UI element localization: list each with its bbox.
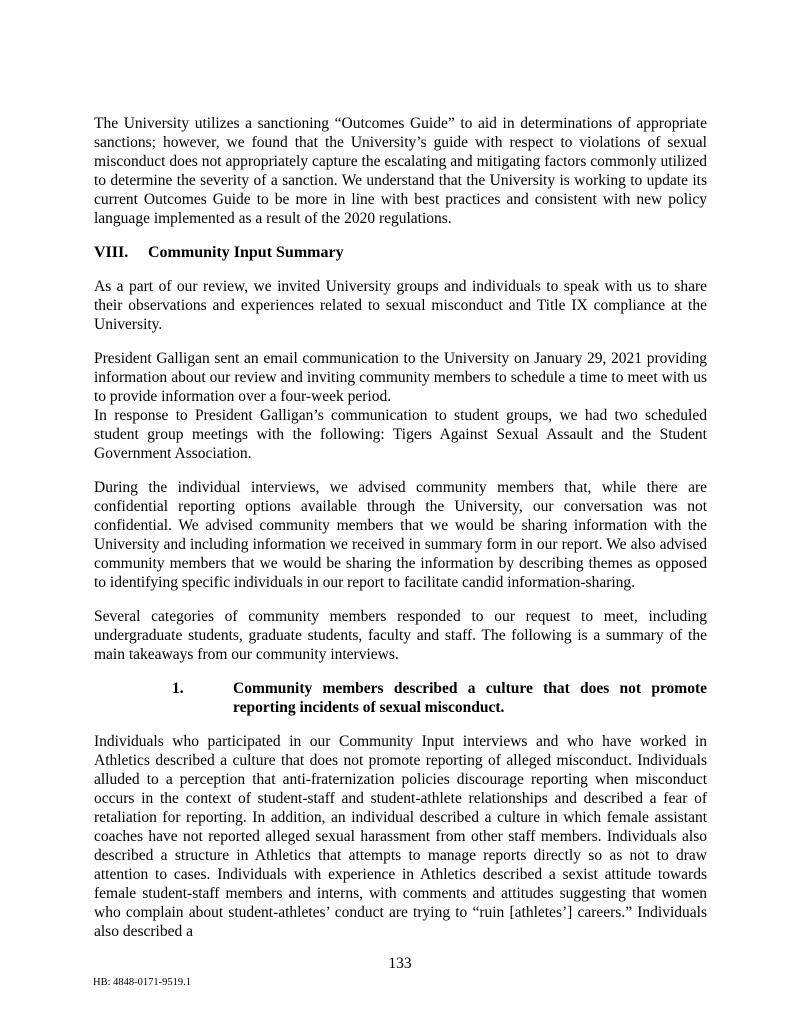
subsection-heading xyxy=(94,679,707,717)
paragraph-review-invitation: As a part of our review, we invited University groups and individuals to speak with us to share their observations and experiences related to sexual misconduct and Title IX compliance at the University. xyxy=(94,278,707,333)
page-content xyxy=(94,114,707,941)
subsection-heading-title: Community members described a culture that does not promote reporting incidents of sexual misconduct. xyxy=(233,680,707,716)
section-heading-number: VIII. xyxy=(94,244,129,261)
section-heading-title: Community Input Summary xyxy=(148,244,344,261)
paragraph-athletics-culture: Individuals who participated in our Community Input interviews and who have worked in Athletics described a culture that does not promote reporting of alleged misconduct. Individuals alluded to a perception that anti-fraternization policies discourage reporting when misconduct occurs in the context of student-staff and student-athlete relationships and described a fear of retaliation for reporting. In addition, an individual described a culture in which female assistant coaches have not reported alleged sexual harassment from other staff members. Individuals also described a structure in Athletics that attempts to manage reports directly so as not to draw attention to cases. Individuals with experience in Athletics described a sexist attitude towards female student-staff members and interns, with comments and attitudes suggesting that women who complain about student-athletes’ conduct are trying to “ruin [athletes’] careers.” Individuals also described a xyxy=(94,733,707,940)
subsection-heading-number: 1. xyxy=(172,680,184,697)
paragraph-student-groups: In response to President Galligan’s communication to student groups, we had two scheduled student group meetings with the following: Tigers Against Sexual Assault and the Student Government Association. xyxy=(94,407,707,462)
paragraph-president-email: President Galligan sent an email communication to the University on January 29, 2021 providing information about our review and inviting community members to schedule a time to meet with us to provide information over a four-week period. xyxy=(94,350,707,405)
paragraph-outcomes-guide: The University utilizes a sanctioning “Outcomes Guide” to aid in determinations of appropriate sanctions; however, we found that the University’s guide with respect to violations of sexual misconduct does not appropriately capture the escalating and mitigating factors commonly utilized to determine the severity of a sanction. We understand that the University is working to update its current Outcomes Guide to be more in line with best practices and consistent with new policy language implemented as a result of the 2020 regulations. xyxy=(94,115,707,227)
section-heading xyxy=(94,243,707,262)
document-id-footer: HB: 4848-0171-9519.1 xyxy=(93,977,191,988)
paragraph-community-categories: Several categories of community members responded to our request to meet, including undergraduate students, graduate students, faculty and staff. The following is a summary of the main takeaways from our community interviews. xyxy=(94,608,707,663)
page-number: 133 xyxy=(388,955,412,972)
paragraph-interview-disclosure: During the individual interviews, we advised community members that, while there are confidential reporting options available through the University, our conversation was not confidential. We advised community members that we would be sharing information with the University and including information we received in summary form in our report. We also advised community members that we would be sharing the information by describing themes as opposed to identifying specific individuals in our report to facilitate candid information-sharing. xyxy=(94,479,707,591)
